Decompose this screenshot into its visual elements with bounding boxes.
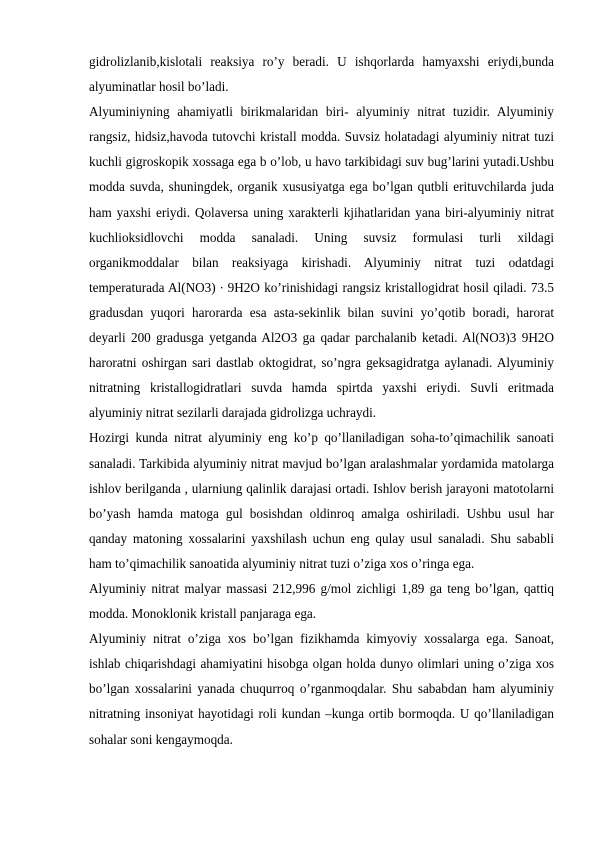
paragraph-research-importance: Alyuminiy nitrat o’ziga xos bo’lgan fizikhamda kimyoviy xossalarga ega. Sanoat, ishlab chiqarishdagi ahamiyatini hisobga olgan holda dunyo olimlari uning o’ziga xos bo’lgan xossalarini yanada chuqurroq o’rganmoqdalar. Shu sababdan ham alyuminiy nitratning insoniyat hayotidagi roli kundan –kunga ortib bormoqda. U qo’llaniladigan sohalar soni kengaymoqda. [89, 631, 554, 747]
document-page [89, 49, 554, 752]
paragraph-aluminium-nitrate-properties: Alyuminiyning ahamiyatli birikmalaridan biri- alyuminiy nitrat tuzidir. Alyuminiy rangsiz, hidsiz,havoda tutovchi kristall modda. Suvsiz holatadagi alyuminiy nitrat tuzi kuchli gigroskopik xossaga ega b o’lob, u havo tarkibidagi suv bug’larini yutadi.Ushbu modda suvda, shuningdek, organik xususiyatga ega bo’lgan qutbli erituvchilarda juda ham yaxshi eriydi. Qolaversa uning xarakterli kjihatlaridan yana biri-alyuminiy nitrat kuchlioksidlovchi modda sanaladi. Uning suvsiz formulasi turli xildagi organikmoddalar bilan reaksiyaga kirishadi. Alyuminiy nitrat tuzi odatdagi temperaturada Al(NO3) ∙ 9H2O ko’rinishidagi rangsiz kristallogidrat hosil qiladi. 73.5 gradusdan yuqori harorarda esa asta-sekinlik bilan suvini yo’qotib boradi, harorat deyarli 200 gradusga yetganda Al2O3 ga qadar parchalanib ketadi. Al(NO3)3 9H2O haroratni oshirgan sari dastlab oktogidrat, so’ngra geksagidratga aylanadi. Alyuminiy nitratning kristallogidratlari suvda hamda spirtda yaxshi eriydi. Suvli eritmada alyuminiy nitrat sezilarli darajada gidrolizga uchraydi. [89, 104, 554, 421]
paragraph-hydrolysis: gidrolizlanib,kislotali reaksiya ro’y beradi. U ishqorlarda hamyaxshi eriydi,bunda alyuminatlar hosil bo’ladi. [89, 54, 554, 95]
paragraph-textile-industry: Hozirgi kunda nitrat alyuminiy eng ko’p qo’llaniladigan soha-to’qimachilik sanoati sanaladi. Tarkibida alyuminiy nitrat mavjud bo’lgan aralashmalar yordamida matolarga ishlov berilganda , ularniung qalinlik darajasi ortadi. Ishlov berish jarayoni matotolarni bo’yash hamda matoga gul bosishdan oldinroq amalga oshiriladi. Ushbu usul har qanday matoning xossalarini yaxshilash uchun eng qulay usul sanaladi. Shu sababli ham to’qimachilik sanoatida alyuminiy nitrat tuzi o’ziga xos o’ringa ega. [89, 430, 554, 571]
paragraph-molar-mass: Alyuminiy nitrat malyar massasi 212,996 g/mol zichligi 1,89 ga teng bo’lgan, qattiq modda. Monoklonik kristall panjaraga ega. [89, 580, 554, 622]
